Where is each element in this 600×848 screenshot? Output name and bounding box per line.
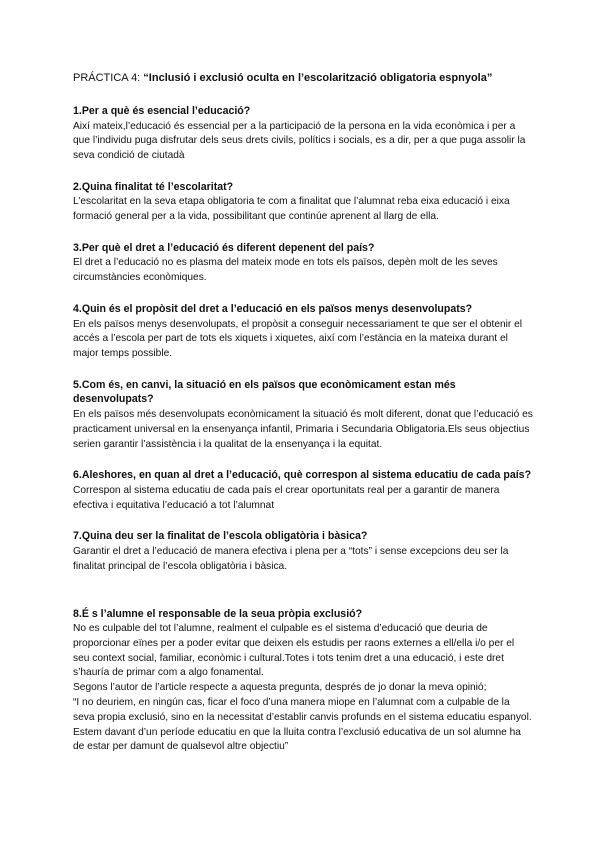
question-4: 4.Quin és el propòsit del dret a l’educació en els països menys desenvolupats?	[73, 303, 473, 316]
question-6: 6.Aleshores, en quan al dret a l’educació, què correspon al sistema educatiu de cada país?	[73, 469, 532, 482]
answer-2: L’escolaritat en la seva etapa obligatoria te com a finalitat que l’alumnat reba eixa educació i eixa formació general per a la vida, possibilitant que continúe aprenent al llarg de ella.	[73, 196, 510, 223]
question-2: 2.Quina finalitat té l’escolaritat?	[73, 180, 234, 193]
answer-8-paragraph: No es culpable del tot l’alumne, realment el culpable es el sistema d’educació que deuria de proporcionar eïnes per a poder evitar que deixen els estudis per raons externes a ell/ella i/o per el seu context social, familiar, econòmic i cultural.Totes i tots tenim dret a una educació, i este dret s’hauría de primar com a algo fonamental.	[73, 623, 515, 679]
question-1: 1.Per a què és esencial l’educació?	[73, 105, 251, 117]
answer-8-author-intro: Segons l’autor de l’article respecte a aquesta pregunta, després de jo donar la meva opinió;	[73, 682, 487, 694]
section-5	[73, 378, 533, 452]
section-2	[73, 180, 533, 225]
answer-6: Correspon al sistema educatiu de cada país el crear oportunitats real per a garantir de manera efectiva i equitativa l’educació a tot l’alumnat	[73, 484, 500, 511]
section-3	[73, 241, 533, 286]
question-7: 7.Quina deu ser la finalitat de l’escola obligatòria i bàsica?	[73, 530, 368, 543]
section-4	[73, 302, 533, 362]
document-page	[73, 71, 533, 771]
answer-5: En els països més desenvolupats econòmicament la situació és molt diferent, donat que l’educació es practicament universal en la ensenyança infantil, Primaria i Secundaria Obligatoria.Els seus objectius serien garantir l’assistència i la qualitat de la ensenyança i la equitat.	[73, 408, 533, 450]
answer-4: En els països menys desenvolupats, el propòsit a conseguir necessariament te que ser el obtenir el accés a l’escola per part de tots els xiquets i xiquetes, així com l’estància en la mateixa durant el major temps possible.	[73, 318, 523, 360]
answer-7: Garantir el dret a l’educació de manera efectiva i plena per a “tots” i sense excepcions deu ser la finalitat principal de l’escola obligatòria i bàsica.	[73, 545, 509, 572]
answer-3: El dret a l’educació no es plasma del mateix mode en tots els països, depèn molt de les seves circumstàncies econòmiques.	[73, 257, 498, 284]
section-7	[73, 529, 533, 574]
section-8	[73, 607, 533, 756]
section-1	[73, 104, 533, 164]
document-title	[73, 71, 533, 86]
answer-8-quote: “I no deuriem, en ningún cas, ficar el foco d’una manera miope en l’alumnat com a culpable de la seva propia exclusió, sino en la necessitat d’establir canvis profunds en el sistema educatiu espanyol. Estem davant d’un període educatiu en que la lluita contra l’exclusió educativa de un sol alumne ha de estar per damunt de qualsevol altre objectiu”	[73, 697, 532, 753]
answer-1: Així mateix,l’educació és essencial per a la participació de la persona en la vida econòmica i per a que l’individu puga disfrutar dels seus drets civils, polítics i socials, es a dir, per a que puga assolir la seva condició de ciutadà	[73, 120, 526, 162]
answer-8	[73, 622, 533, 755]
question-3: 3.Per què el dret a l’educació és diferent depenent del país?	[73, 241, 375, 254]
title-prefix: PRÁCTICA 4:	[73, 72, 144, 84]
title-main: “Inclusió i exclusió oculta en l’escolarització obligatoria espnyola”	[143, 72, 493, 84]
section-6	[73, 468, 533, 513]
question-5: 5.Com és, en canvi, la situació en els països que econòmicament estan més desenvolupats?	[73, 378, 456, 406]
question-8: 8.É s l’alumne el responsable de la seua pròpia exclusió?	[73, 607, 363, 620]
